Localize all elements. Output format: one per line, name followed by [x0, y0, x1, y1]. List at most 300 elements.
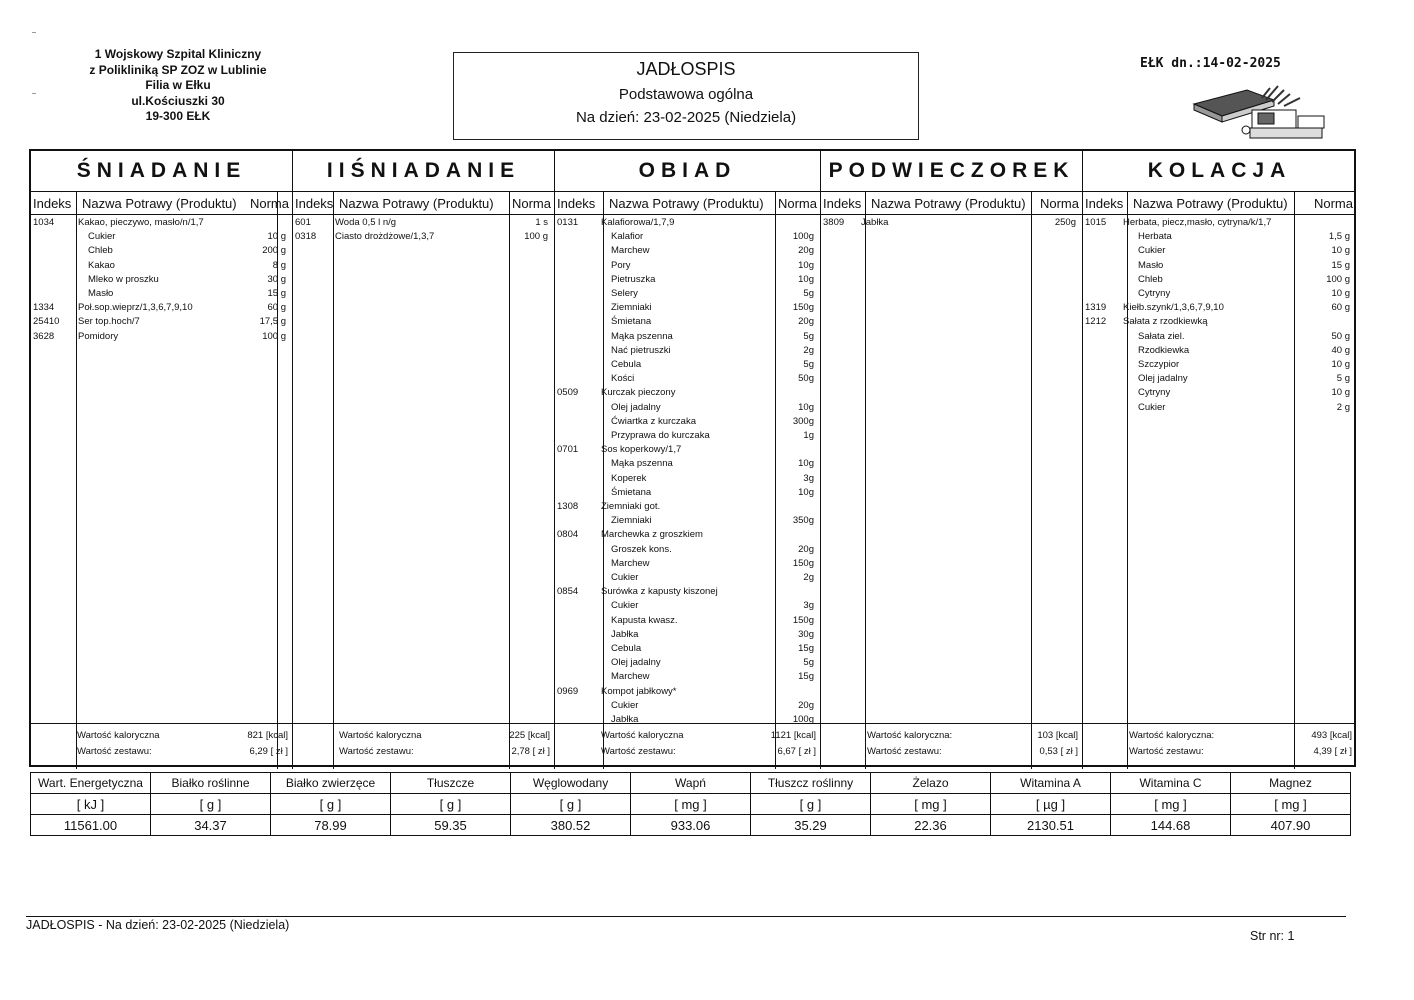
place-date: EŁK dn.:14-02-2025: [1140, 56, 1281, 71]
dish-index: 3809: [823, 217, 845, 228]
meal-summary: [31, 723, 292, 769]
table-row: [555, 331, 820, 345]
meal-title: IIŚNIADANIE: [326, 159, 521, 182]
column-header-index: Indeks: [33, 196, 72, 211]
dish-index: 0318: [295, 231, 317, 243]
table-row: [555, 686, 820, 700]
dish-index: 1334: [33, 302, 55, 314]
table-row: [821, 217, 1082, 231]
dish-name: Sałata z rzodkiewką: [1123, 316, 1208, 328]
ingredient-name: Kakao: [88, 259, 115, 271]
table-row: [1083, 359, 1356, 373]
norm-value: 10g: [798, 259, 814, 271]
dish-index: 3628: [33, 330, 55, 342]
dish-name: Surówka z kapusty kiszonej: [601, 586, 718, 598]
norm-value: 150g: [792, 557, 814, 569]
nutrition-header-cell: Tłuszcz roślinny: [751, 773, 871, 794]
kcal-label: Wartość kaloryczna:: [867, 730, 953, 741]
norm-value: 50g: [798, 373, 814, 385]
dish-name: Marchewka z groszkiem: [601, 529, 703, 541]
table-row: [555, 302, 820, 316]
column-divider: [865, 191, 866, 769]
kcal-value: 225 [kcal]: [509, 730, 550, 741]
kcal-value: 493 [kcal]: [1311, 730, 1352, 741]
ingredient-name: Cukier: [88, 231, 116, 243]
norm-value: 8 g: [272, 259, 286, 271]
meal-title: ŚNIADANIE: [76, 159, 247, 182]
nutrition-value-cell: 933.06: [631, 815, 751, 836]
footer-text: JADŁOSPIS - Na dzień: 23-02-2025 (Niedziela): [26, 918, 290, 932]
table-row: [555, 558, 820, 572]
nutrition-unit-cell: [ g ]: [271, 794, 391, 815]
table-row: [1083, 260, 1356, 274]
table-row: [31, 274, 292, 288]
nutrition-header-cell: Białko zwierzęce: [271, 773, 391, 794]
norm-value: 15 g: [267, 288, 286, 299]
table-row: [555, 473, 820, 487]
ingredient-name: Cytryny: [1138, 288, 1171, 299]
ingredient-name: Cukier: [611, 699, 639, 711]
book-computer-clipart-icon: [1192, 82, 1332, 142]
norm-value: 20g: [798, 316, 814, 328]
norm-value: 10 g: [1331, 387, 1350, 399]
cost-label: Wartość zestawu:: [1129, 746, 1204, 757]
dish-index: 1034: [33, 217, 55, 228]
table-row: [555, 345, 820, 359]
column-header-row: [1083, 191, 1356, 215]
table-row: [555, 387, 820, 401]
nutrition-unit-cell: [ mg ]: [631, 794, 751, 815]
meal-summary: [555, 723, 820, 769]
column-header-name: Nazwa Potrawy (Produktu): [871, 196, 1026, 211]
table-row: [555, 444, 820, 458]
dish-name: Kiełb.szynk/1,3,6,7,9,10: [1123, 302, 1224, 314]
nutrition-value-cell: 380.52: [511, 815, 631, 836]
norm-value: 10g: [798, 401, 814, 413]
dish-index: 25410: [33, 316, 60, 328]
table-row: [555, 529, 820, 543]
ingredient-name: Selery: [611, 288, 638, 299]
meal-title: KOLACJA: [1147, 159, 1292, 182]
table-row: [31, 316, 292, 330]
table-row: [31, 245, 292, 259]
table-row: [555, 217, 820, 231]
ingredient-name: Chleb: [88, 245, 113, 257]
footer-divider: [26, 916, 1346, 917]
ingredient-name: Śmietana: [611, 316, 652, 328]
table-row: [31, 288, 292, 302]
meal-section: [555, 151, 821, 769]
column-header-name: Nazwa Potrawy (Produktu): [339, 196, 494, 211]
dish-index: 0804: [557, 529, 579, 541]
ingredient-name: Cytryny: [1138, 387, 1171, 399]
dish-index: 1319: [1085, 302, 1107, 314]
table-row: [555, 657, 820, 671]
meal-section: [821, 151, 1083, 769]
page-title: JADŁOSPIS: [636, 59, 736, 79]
nutrition-value-cell: 59.35: [391, 815, 511, 836]
norm-value: 60 g: [1331, 302, 1350, 314]
norm-value: 15g: [798, 643, 814, 654]
meal-title: PODWIECZOREK: [828, 159, 1075, 182]
meal-summary: [293, 723, 554, 769]
ingredient-name: Olej jadalny: [1138, 373, 1188, 385]
table-row: [555, 544, 820, 558]
page-number: Str nr: 1: [1250, 929, 1295, 943]
norm-value: 3g: [803, 600, 814, 612]
dish-name: Pomidory: [78, 330, 119, 342]
table-row: [31, 260, 292, 274]
table-row: [31, 331, 292, 345]
ingredient-name: Mleko w proszku: [88, 273, 159, 285]
dish-name: Kakao, pieczywo, masło/n/1,7: [78, 217, 204, 228]
meal-section: [293, 151, 555, 769]
dish-name: Jabłka: [861, 217, 889, 228]
nutrition-header-cell: Witamina A: [991, 773, 1111, 794]
cost-value: 6,29 [ zł ]: [249, 746, 288, 757]
meal-summary: [821, 723, 1082, 769]
norm-value: 20g: [798, 699, 814, 711]
table-row: [555, 586, 820, 600]
ingredient-name: Marchew: [611, 245, 650, 257]
diet-name: Podstawowa ogólna: [618, 86, 754, 103]
nutrition-value-cell: 407.90: [1231, 815, 1351, 836]
ingredient-name: Olej jadalny: [611, 401, 661, 413]
column-header-name: Nazwa Potrawy (Produktu): [82, 196, 237, 211]
norm-value: 17,5 g: [259, 316, 286, 328]
hospital-branch: Filia w Ełku: [145, 78, 211, 92]
dish-name: Ciasto drożdżowe/1,3,7: [335, 231, 435, 243]
norm-value: 30g: [798, 628, 814, 640]
table-row: [1083, 402, 1356, 416]
column-header-norm: Norma: [1313, 196, 1353, 211]
cost-value: 4,39 [ zł ]: [1313, 746, 1352, 757]
norm-value: 1g: [803, 430, 814, 441]
ingredient-name: Szczypior: [1138, 359, 1180, 370]
nutrition-unit-cell: [ g ]: [511, 794, 631, 815]
table-row: [555, 430, 820, 444]
table-row: [555, 629, 820, 643]
nutrition-row: [31, 815, 1351, 836]
column-header-row: [31, 191, 292, 215]
column-header-row: [555, 191, 820, 215]
dish-index: 601: [295, 217, 311, 228]
dish-name: Ser top.hoch/7: [78, 316, 140, 328]
table-row: [1083, 373, 1356, 387]
column-header-index: Indeks: [1085, 196, 1124, 211]
table-row: [555, 515, 820, 529]
nutrition-unit-cell: [ g ]: [391, 794, 511, 815]
dish-name: Kurczak pieczony: [601, 387, 676, 399]
meal-section: [1083, 151, 1356, 769]
nutrition-value-cell: 35.29: [751, 815, 871, 836]
nutrition-header-cell: Tłuszcze: [391, 773, 511, 794]
table-row: [555, 700, 820, 714]
hospital-address: [58, 47, 298, 125]
nutrition-value-cell: 34.37: [151, 815, 271, 836]
column-header-norm: Norma: [511, 196, 551, 211]
column-header-index: Indeks: [557, 196, 596, 211]
dish-index: 1212: [1085, 316, 1107, 328]
dish-index: 0131: [557, 217, 579, 228]
norm-value: 10 g: [1331, 288, 1350, 299]
nutrition-header-cell: Witamina C: [1111, 773, 1231, 794]
ingredient-name: Cukier: [611, 572, 639, 583]
norm-value: 5g: [803, 288, 814, 299]
norm-value: 15g: [798, 671, 814, 683]
ingredient-name: Kości: [611, 373, 635, 385]
menu-date: Na dzień: 23-02-2025 (Niedziela): [575, 109, 797, 126]
table-row: [31, 231, 292, 245]
table-row: [555, 416, 820, 430]
ingredient-name: Chleb: [1138, 273, 1163, 285]
ingredient-name: Jabłka: [611, 714, 639, 725]
nutrition-header-cell: Białko roślinne: [151, 773, 271, 794]
table-row: [555, 487, 820, 501]
ingredient-name: Mąka pszenna: [611, 330, 673, 342]
table-row: [555, 615, 820, 629]
column-divider: [333, 191, 334, 769]
nutrition-header-cell: Żelazo: [871, 773, 991, 794]
nutrition-table: [30, 772, 1351, 836]
ingredient-name: Masło: [88, 288, 114, 299]
norm-value: 100 g: [524, 231, 548, 243]
scan-speck: [32, 32, 36, 33]
table-row: [1083, 288, 1356, 302]
column-header-row: [821, 191, 1082, 215]
ingredient-name: Ziemniaki: [611, 302, 652, 314]
kcal-value: 821 [kcal]: [247, 730, 288, 741]
norm-value: 150g: [792, 302, 814, 314]
norm-value: 30 g: [267, 273, 286, 285]
table-row: [555, 245, 820, 259]
norm-value: 10g: [798, 273, 814, 285]
nutrition-value-cell: 11561.00: [31, 815, 151, 836]
nutrition-header-cell: Wart. Energetyczna: [31, 773, 151, 794]
norm-value: 5 g: [1336, 373, 1350, 385]
dish-index: 0509: [557, 387, 579, 399]
nutrition-unit-cell: [ kJ ]: [31, 794, 151, 815]
table-row: [1083, 274, 1356, 288]
table-row: [1083, 387, 1356, 401]
kcal-label: Wartość kaloryczna: [77, 730, 160, 741]
norm-value: 5g: [803, 359, 814, 370]
nutrition-header-cell: Wapń: [631, 773, 751, 794]
dish-name: Ziemniaki got.: [601, 501, 661, 512]
norm-value: 1 s: [535, 217, 548, 228]
column-divider: [1031, 191, 1032, 769]
meal-summary: [1083, 723, 1356, 769]
dish-index: 1015: [1085, 217, 1107, 228]
ingredient-name: Herbata: [1138, 231, 1172, 243]
nutrition-value-cell: 144.68: [1111, 815, 1231, 836]
norm-value: 20g: [798, 543, 814, 555]
table-row: [555, 458, 820, 472]
table-row: [555, 643, 820, 657]
nutrition-row: [31, 794, 1351, 815]
table-row: [555, 600, 820, 614]
hospital-street: ul.Kościuszki 30: [131, 93, 225, 108]
ingredient-name: Pietruszka: [611, 273, 656, 285]
nutrition-unit-cell: [ mg ]: [1231, 794, 1351, 815]
nutrition-row: [31, 773, 1351, 794]
ingredient-name: Masło: [1138, 259, 1164, 271]
kcal-label: Wartość kaloryczna: [339, 730, 422, 741]
meal-title: OBIAD: [638, 159, 737, 182]
norm-value: 100g: [792, 714, 814, 725]
cost-value: 0,53 [ zł ]: [1039, 746, 1078, 757]
table-row: [1083, 302, 1356, 316]
dish-name: Kompot jabłkowy*: [601, 685, 677, 697]
ingredient-name: Cebula: [611, 643, 642, 654]
meals-grid: [29, 149, 1356, 767]
ingredient-name: Jabłka: [611, 628, 639, 640]
ingredient-name: Kapusta kwasz.: [611, 614, 678, 626]
ingredient-name: Groszek kons.: [611, 543, 672, 555]
norm-value: 100g: [792, 231, 814, 243]
cost-label: Wartość zestawu:: [867, 746, 942, 757]
table-row: [31, 302, 292, 316]
column-header-norm: Norma: [249, 196, 289, 211]
norm-value: 60 g: [267, 302, 286, 314]
norm-value: 40 g: [1331, 344, 1350, 356]
cost-label: Wartość zestawu:: [77, 746, 152, 757]
dish-index: 0701: [557, 444, 579, 456]
nutrition-header-cell: Węglowodany: [511, 773, 631, 794]
dish-name: Sos koperkowy/1,7: [601, 444, 682, 456]
norm-value: 20g: [798, 245, 814, 257]
table-row: [31, 217, 292, 231]
ingredient-name: Marchew: [611, 671, 650, 683]
table-row: [1083, 345, 1356, 359]
dish-index: 0969: [557, 685, 579, 697]
hospital-postcode: 19-300 EŁK: [145, 109, 211, 123]
norm-value: 2g: [803, 344, 814, 356]
nutrition-value-cell: 2130.51: [991, 815, 1111, 836]
scan-speck: [32, 93, 36, 94]
ingredient-name: Sałata ziel.: [1138, 330, 1185, 342]
nutrition-unit-cell: [ g ]: [151, 794, 271, 815]
ingredient-name: Ćwiartka z kurczaka: [611, 415, 696, 427]
nutrition-header-cell: Magnez: [1231, 773, 1351, 794]
hospital-subname: z Polikliniką SP ZOZ w Lublinie: [89, 62, 267, 77]
ingredient-name: Przyprawa do kurczaka: [611, 430, 710, 441]
cost-value: 2,78 [ zł ]: [511, 746, 550, 757]
norm-value: 10 g: [267, 231, 286, 243]
cost-label: Wartość zestawu:: [601, 746, 676, 757]
norm-value: 3g: [803, 472, 814, 484]
nutrition-unit-cell: [ mg ]: [1111, 794, 1231, 815]
norm-value: 2g: [803, 572, 814, 583]
table-row: [293, 231, 554, 245]
column-header-norm: Norma: [1039, 196, 1079, 211]
kcal-value: 103 [kcal]: [1037, 730, 1078, 741]
cost-value: 6,67 [ zł ]: [777, 746, 816, 757]
cost-label: Wartość zestawu:: [339, 746, 414, 757]
dish-name: Poł.sop.wieprz/1,3,6,7,9,10: [78, 302, 193, 314]
table-row: [555, 402, 820, 416]
ingredient-name: Mąka pszenna: [611, 458, 673, 470]
table-row: [1083, 245, 1356, 259]
ingredient-name: Nać pietruszki: [611, 344, 671, 356]
ingredient-name: Koperek: [611, 472, 647, 484]
norm-value: 10 g: [1331, 359, 1350, 370]
ingredient-name: Cukier: [611, 600, 639, 612]
table-row: [1083, 316, 1356, 330]
column-divider: [509, 191, 510, 769]
kcal-label: Wartość kaloryczna:: [1129, 730, 1215, 741]
table-row: [1083, 331, 1356, 345]
table-row: [1083, 231, 1356, 245]
norm-value: 5g: [803, 330, 814, 342]
norm-value: 100 g: [262, 330, 286, 342]
ingredient-name: Olej jadalny: [611, 657, 661, 669]
kcal-value: 1121 [kcal]: [770, 730, 816, 741]
kcal-label: Wartość kaloryczna: [601, 730, 684, 741]
norm-value: 10 g: [1331, 245, 1350, 257]
ingredient-name: Kalafior: [611, 231, 644, 243]
norm-value: 15 g: [1331, 259, 1350, 271]
table-row: [555, 373, 820, 387]
title-box: [453, 52, 919, 140]
dish-index: 0854: [557, 586, 579, 598]
norm-value: 150g: [792, 614, 814, 626]
norm-value: 5g: [803, 657, 814, 669]
dish-name: Kalafiorowa/1,7,9: [601, 217, 675, 228]
norm-value: 10g: [798, 458, 814, 470]
column-header-norm: Norma: [777, 196, 817, 211]
nutrition-value-cell: 78.99: [271, 815, 391, 836]
norm-value: 350g: [792, 515, 814, 527]
ingredient-name: Cebula: [611, 359, 642, 370]
table-row: [555, 359, 820, 373]
ingredient-name: Cukier: [1138, 245, 1166, 257]
dish-index: 1308: [557, 501, 579, 512]
norm-value: 200 g: [262, 245, 286, 257]
column-header-index: Indeks: [823, 196, 862, 211]
nutrition-value-cell: 22.36: [871, 815, 991, 836]
ingredient-name: Rzodkiewka: [1138, 344, 1190, 356]
table-row: [293, 217, 554, 231]
nutrition-unit-cell: [ g ]: [751, 794, 871, 815]
ingredient-name: Pory: [611, 259, 631, 271]
table-row: [555, 316, 820, 330]
table-row: [555, 231, 820, 245]
column-header-index: Indeks: [295, 196, 334, 211]
table-row: [555, 288, 820, 302]
norm-value: 100 g: [1326, 273, 1350, 285]
nutrition-unit-cell: [ µg ]: [991, 794, 1111, 815]
norm-value: 300g: [792, 415, 814, 427]
hospital-name: 1 Wojskowy Szpital Kliniczny: [94, 47, 262, 61]
norm-value: 50 g: [1331, 330, 1350, 342]
norm-value: 250g: [1054, 217, 1076, 228]
ingredient-name: Ziemniaki: [611, 515, 652, 527]
table-row: [555, 501, 820, 515]
meal-section: [31, 151, 293, 769]
norm-value: 10g: [798, 486, 814, 498]
dish-name: Woda 0,5 l n/g: [335, 217, 397, 228]
ingredient-name: Cukier: [1138, 401, 1166, 413]
norm-value: 1,5 g: [1328, 231, 1350, 243]
table-row: [555, 572, 820, 586]
nutrition-unit-cell: [ mg ]: [871, 794, 991, 815]
norm-value: 2 g: [1336, 401, 1350, 413]
column-header-name: Nazwa Potrawy (Produktu): [609, 196, 764, 211]
table-row: [1083, 217, 1356, 231]
table-row: [555, 274, 820, 288]
ingredient-name: Śmietana: [611, 486, 652, 498]
